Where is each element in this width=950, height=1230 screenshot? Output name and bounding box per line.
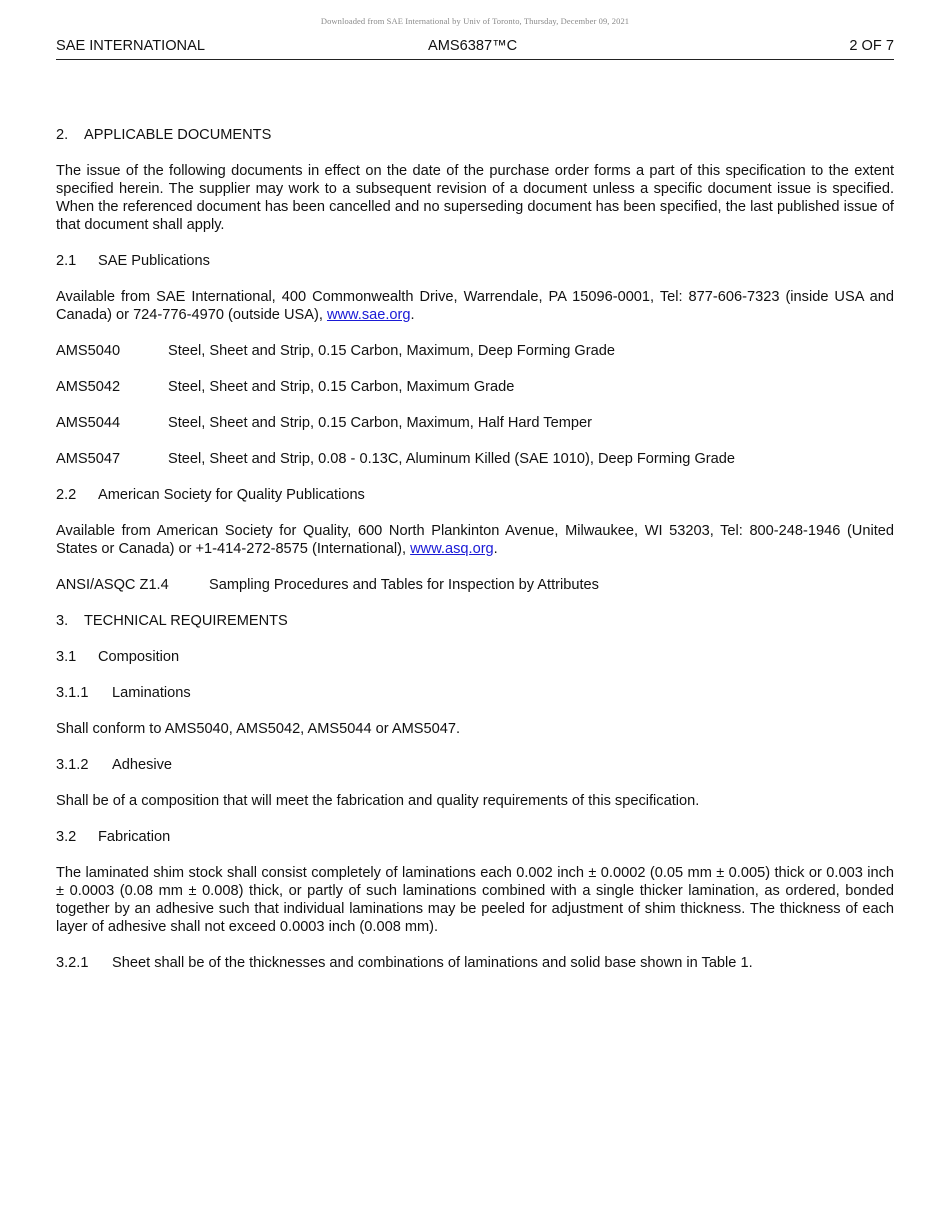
section-3-1-heading <box>56 648 894 666</box>
section-2-intro: The issue of the following documents in effect on the date of the purchase order forms a part of this specification to the extent specified herein. The supplier may work to a subsequent revision of a document unless a specific document issue is specified. When the referenced document has been cancelled and no superseding document has been specified, the last published issue of that document shall apply. <box>56 163 894 233</box>
fabrication-text: The laminated shim stock shall consist completely of laminations each 0.002 inch ± 0.0002 (0.05 mm ± 0.005) thick or 0.003 inch ± 0.0003 (0.08 mm ± 0.008) thick, or partly of such laminations combined with a single thicker lamination, as ordered, bonded together by an adhesive such that individual laminations may be peeled for adjustment of shim thickness. The thickness of each layer of adhesive shall not exceed 0.0003 inch (0.008 mm). <box>56 865 894 935</box>
asq-availability <box>56 522 894 558</box>
adhesive-text: Shall be of a composition that will meet the fabrication and quality requirements of this specification. <box>56 793 700 809</box>
reference-item <box>56 414 894 432</box>
asq-availability-end: . <box>493 541 498 557</box>
section-3-heading <box>56 612 894 630</box>
reference-code: ANSI/ASQC Z1.4 <box>56 577 169 593</box>
header-publisher: SAE INTERNATIONAL <box>56 38 205 54</box>
reference-item <box>56 576 894 594</box>
section-title: Laminations <box>112 685 191 701</box>
document-body <box>56 126 894 990</box>
section-3-1-1-heading <box>56 684 894 702</box>
section-number: 3. <box>56 613 69 629</box>
section-title: TECHNICAL REQUIREMENTS <box>84 613 288 629</box>
sae-website-link[interactable]: www.sae.org <box>326 307 411 323</box>
section-title: Adhesive <box>112 757 173 773</box>
page-header <box>56 38 894 60</box>
download-watermark: Downloaded from SAE International by Univ of Toronto, Thursday, December 09, 2021 <box>320 16 630 26</box>
section-3-2-heading <box>56 828 894 846</box>
reference-code: AMS5047 <box>56 451 121 467</box>
section-title: SAE Publications <box>98 253 210 269</box>
section-number: 3.1.2 <box>56 757 89 773</box>
sae-availability <box>56 288 894 324</box>
reference-item <box>56 342 894 360</box>
section-number: 3.1 <box>56 649 77 665</box>
section-2-heading <box>56 126 894 144</box>
header-document-number: AMS6387™C <box>428 38 518 54</box>
reference-description: Steel, Sheet and Strip, 0.15 Carbon, Maximum, Deep Forming Grade <box>168 343 615 359</box>
header-page-number: 2 OF 7 <box>849 38 894 54</box>
section-title: Fabrication <box>98 829 171 845</box>
reference-item <box>56 450 894 468</box>
section-number: 2.2 <box>56 487 77 503</box>
sae-availability-end: . <box>410 307 415 323</box>
section-2-1-heading <box>56 252 894 270</box>
section-title: APPLICABLE DOCUMENTS <box>84 127 272 143</box>
reference-code: AMS5040 <box>56 343 121 359</box>
reference-description: Steel, Sheet and Strip, 0.08 - 0.13C, Aluminum Killed (SAE 1010), Deep Forming Grade <box>168 451 736 467</box>
section-3-2-1 <box>56 954 894 972</box>
reference-code: AMS5044 <box>56 415 121 431</box>
section-number: 3.2 <box>56 829 77 845</box>
reference-description: Steel, Sheet and Strip, 0.15 Carbon, Maximum, Half Hard Temper <box>168 415 592 431</box>
section-number: 2. <box>56 127 69 143</box>
laminations-text: Shall conform to AMS5040, AMS5042, AMS5044 or AMS5047. <box>56 721 460 737</box>
reference-code: AMS5042 <box>56 379 121 395</box>
section-number: 2.1 <box>56 253 77 269</box>
sae-availability-text: Available from SAE International, 400 Commonwealth Drive, Warrendale, PA 15096-0001, Tel: 877-606-7323 (inside USA and Canada) or 724-776-4970 (outside USA), <box>56 289 894 323</box>
section-number: 3.1.1 <box>56 685 89 701</box>
section-title: American Society for Quality Publications <box>98 487 365 503</box>
section-title: Composition <box>98 649 180 665</box>
section-number: 3.2.1 <box>56 955 89 971</box>
section-3-2-1-text: Sheet shall be of the thicknesses and combinations of laminations and solid base shown in Table 1. <box>112 955 753 971</box>
reference-item <box>56 378 894 396</box>
reference-description: Sampling Procedures and Tables for Inspection by Attributes <box>209 577 599 593</box>
section-2-2-heading <box>56 486 894 504</box>
reference-description: Steel, Sheet and Strip, 0.15 Carbon, Maximum Grade <box>168 379 515 395</box>
asq-availability-text: Available from American Society for Quality, 600 North Plankinton Avenue, Milwaukee, WI 53203, Tel: 800-248-1946 (United States or Canada) or +1-414-272-8575 (International), <box>56 523 894 557</box>
section-3-1-2-heading <box>56 756 894 774</box>
asq-website-link[interactable]: www.asq.org <box>410 541 494 557</box>
